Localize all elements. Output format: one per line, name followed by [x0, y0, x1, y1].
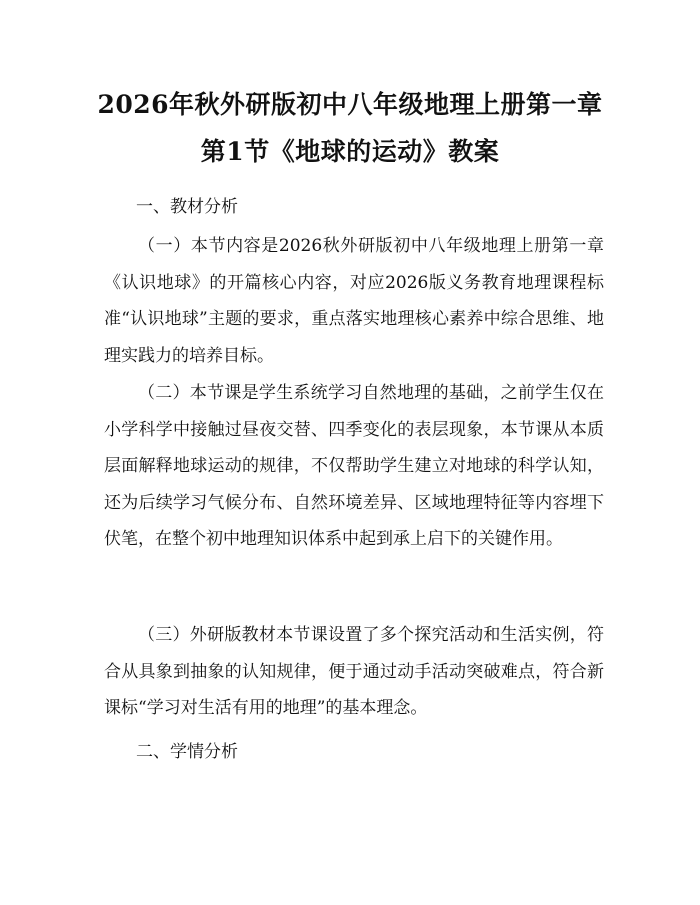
section-heading-learner-analysis: 二、学情分析	[136, 742, 238, 762]
document-title-line-1: 2026年秋外研版初中八年级地理上册第一章	[97, 90, 603, 119]
paragraph-3: （三）外研版教材本节课设置了多个探究活动和生活实例，符合从具象到抽象的认知规律，便于通过动手活动突破难点，符合新课标“学习对生活有用的地理”的基本理念。	[104, 625, 604, 718]
document-title-line-2: 第1节《地球的运动》教案	[200, 137, 500, 166]
section-heading-textbook-analysis: 一、教材分析	[136, 197, 238, 217]
paragraph-2: （二）本节课是学生系统学习自然地理的基础，之前学生仅在小学科学中接触过昼夜交替、四季变化的表层现象，本节课从本质层面解释地球运动的规律，不仅帮助学生建立对地球的科学认知，还为后续学习气候分布、自然环境差异、区域地理特征等内容埋下伏笔，在整个初中地理知识体系中起到承上启下的关键作用。	[104, 383, 604, 549]
paragraph-1: （一）本节内容是2026秋外研版初中八年级地理上册第一章《认识地球》的开篇核心内容，对应2026版义务教育地理课程标准“认识地球”主题的要求，重点落实地理核心素养中综合思维、地理实践力的培养目标。	[104, 236, 604, 366]
